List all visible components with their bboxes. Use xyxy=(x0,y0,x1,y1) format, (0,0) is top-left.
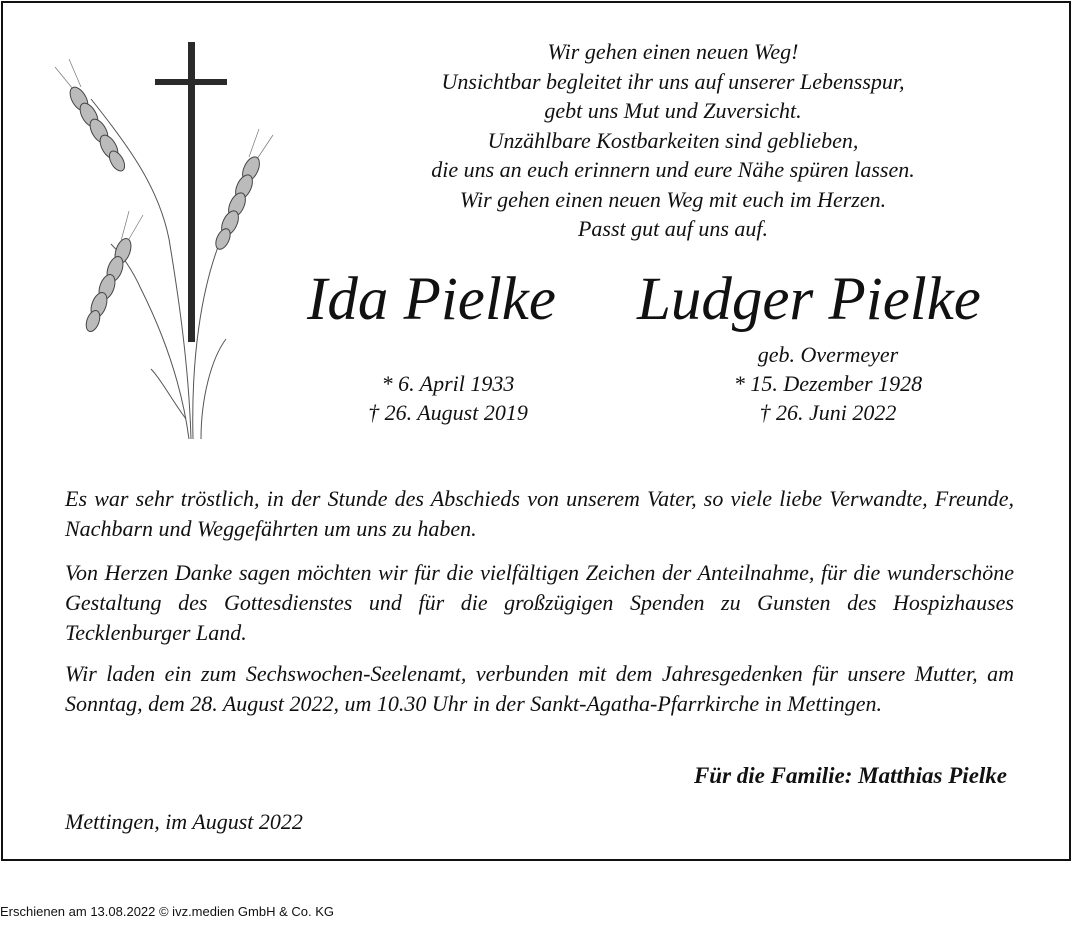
poem-line: Passt gut auf uns auf. xyxy=(577,216,769,241)
dates-ludger xyxy=(683,340,973,427)
death-date: † 26. August 2019 xyxy=(368,400,528,425)
family-signature: Für die Familie: Matthias Pielke xyxy=(693,763,1007,788)
obituary-notice xyxy=(1,1,1071,861)
thanks-paragraph: Es war sehr tröstlich, in der Stunde des Abschieds von unserem Vater, so viele liebe Verwandte, Freunde, Nachbarn und Weggefährten um uns zu haben. xyxy=(65,486,1014,541)
publication-footer: Erschienen am 13.08.2022 © ivz.medien GmbH & Co. KG xyxy=(0,904,335,919)
gratitude-paragraph: Von Herzen Danke sagen möchten wir für die vielfältigen Zeichen der Anteilnahme, für die wunderschöne Gestaltung des Gottesdienstes und für die großzügigen Spenden zu Gunsten des Hospizhauses Tecklenburger Land. xyxy=(65,560,1014,645)
invitation-paragraph: Wir laden ein zum Sechswochen-Seelenamt, verbunden mit dem Jahresgedenken für unsere Mutter, am Sonntag, dem 28. August 2022, um 10.30 Uhr in der Sankt-Agatha-Pfarrkirche in Mettingen. xyxy=(65,661,1014,716)
maiden-name: geb. Overmeyer xyxy=(757,342,899,367)
deceased-name-ludger: Ludger Pielke xyxy=(637,266,981,333)
birth-date: * 6. April 1933 xyxy=(381,371,515,396)
poem-line: Unsichtbar begleitet ihr uns auf unserer Lebensspur, xyxy=(441,68,905,94)
deceased-name-ida: Ida Pielke xyxy=(307,266,556,333)
poem-line: Unzählbare Kostbarkeiten sind geblieben, xyxy=(487,127,859,153)
poem-line: die uns an euch erinnern und eure Nähe spüren lassen. xyxy=(431,157,915,182)
place-date: Mettingen, im August 2022 xyxy=(65,809,303,834)
dates-ida xyxy=(303,369,593,427)
death-date: † 26. Juni 2022 xyxy=(759,400,897,425)
cross-with-wheat-icon xyxy=(51,39,281,449)
poem-line: Wir gehen einen neuen Weg mit euch im Herzen. xyxy=(459,186,887,212)
birth-date: * 15. Dezember 1928 xyxy=(733,371,923,396)
poem-line: gebt uns Mut und Zuversicht. xyxy=(544,98,802,123)
poem-line: Wir gehen einen neuen Weg! xyxy=(547,39,799,64)
poem xyxy=(333,37,1013,244)
